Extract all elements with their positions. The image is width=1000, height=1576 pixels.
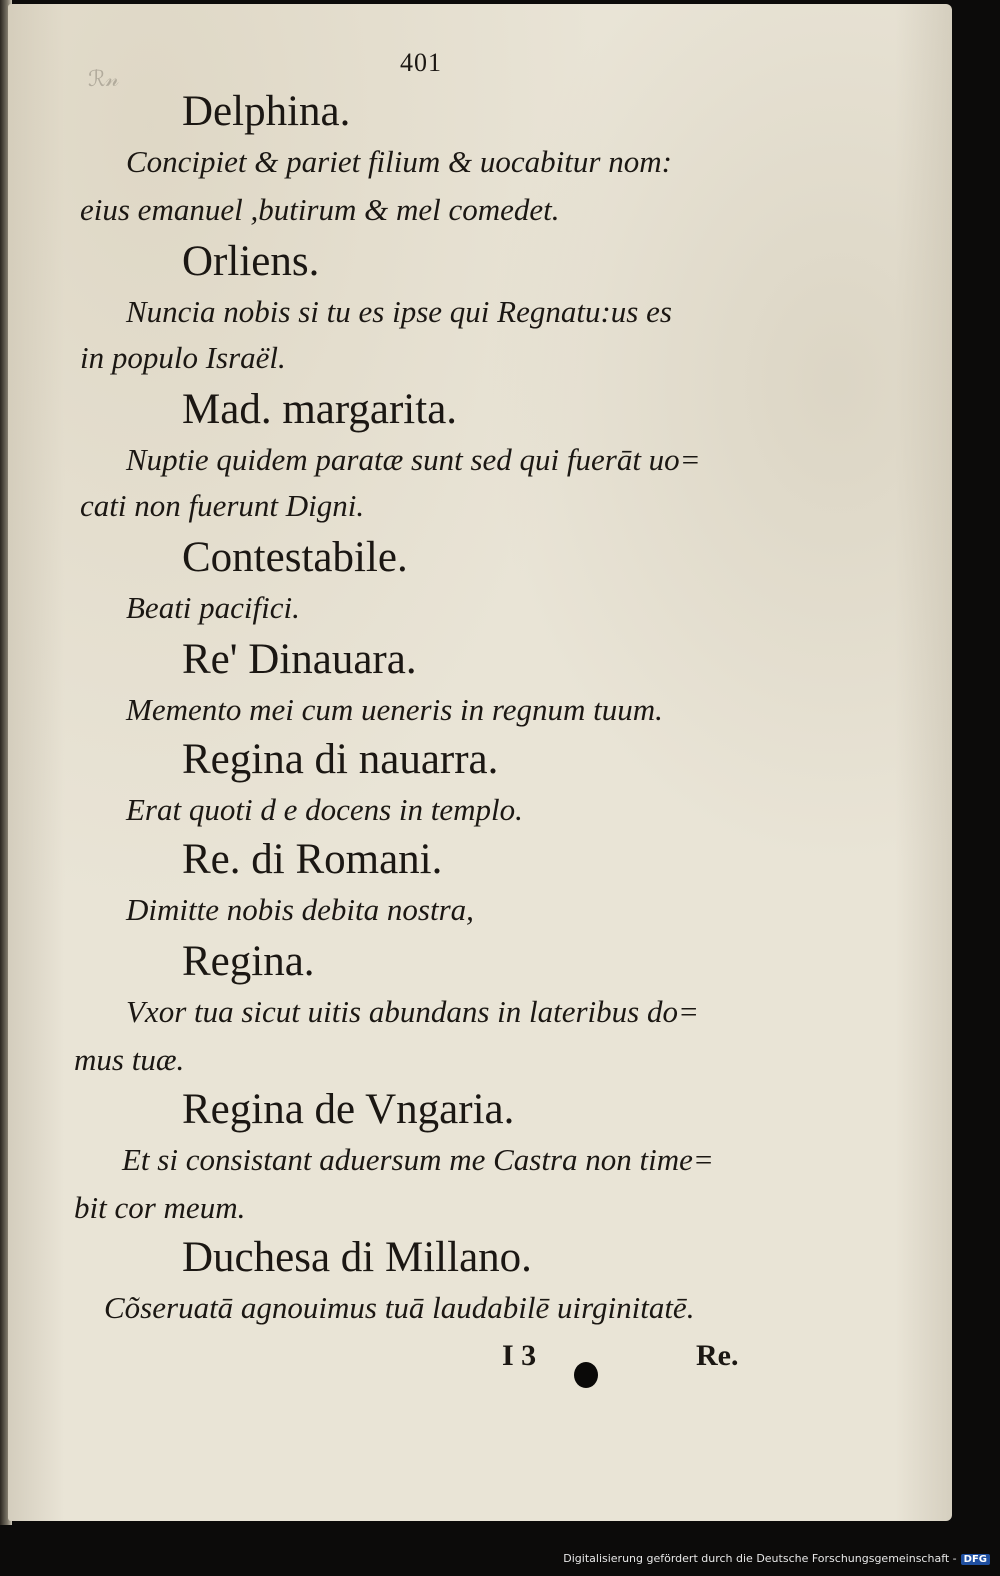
ink-blot bbox=[574, 1362, 598, 1388]
entry-line: Beati pacifici. bbox=[126, 590, 300, 625]
entry-line: bit cor meum. bbox=[74, 1190, 246, 1225]
entry-line: Nuncia nobis si tu es ipse qui Regnatu:us es bbox=[126, 294, 672, 329]
entry-heading: Contestabile. bbox=[182, 534, 408, 581]
entry-line: Memento mei cum ueneris in regnum tuum. bbox=[126, 692, 663, 727]
entry-line: Concipiet & pariet filium & uocabitur nom: bbox=[126, 144, 672, 179]
entry-heading: Regina. bbox=[182, 938, 315, 985]
dfg-logo: DFG bbox=[961, 1554, 990, 1565]
entry-line: cati non fuerunt Digni. bbox=[80, 488, 365, 523]
entry-heading: Regina de Vngaria. bbox=[182, 1086, 515, 1133]
entry-line: eius emanuel ,butirum & mel comedet. bbox=[80, 192, 560, 227]
entry-line: mus tuæ. bbox=[74, 1042, 185, 1077]
entry-line: Erat quoti d e docens in templo. bbox=[126, 792, 523, 827]
entry-line: Et si consistant aduersum me Castra non time= bbox=[122, 1142, 714, 1177]
signature-mark: I 3 bbox=[502, 1339, 537, 1372]
entry-line: Dimitte nobis debita nostra, bbox=[126, 892, 474, 927]
faint-marginal-mark: ℛ𝓃 bbox=[88, 66, 120, 91]
entry-heading: Mad. margarita. bbox=[182, 386, 458, 433]
entry-line: in populo Israël. bbox=[80, 340, 286, 375]
entry-heading: Duchesa di Millano. bbox=[182, 1234, 532, 1281]
catchword: Re. bbox=[696, 1339, 739, 1372]
footer-text: Digitalisierung gefördert durch die Deutsche Forschungsgemeinschaft - bbox=[563, 1552, 957, 1565]
entry-heading: Re' Dinauara. bbox=[182, 636, 417, 683]
book-page bbox=[8, 4, 952, 1521]
entry-heading: Regina di nauarra. bbox=[182, 736, 499, 783]
entry-line: Nuptie quidem paratæ sunt sed qui fuerāt uo= bbox=[126, 442, 701, 477]
entry-line: Vxor tua sicut uitis abundans in lateribus do= bbox=[126, 994, 699, 1029]
entry-heading: Re. di Romani. bbox=[182, 836, 443, 883]
digitization-footer bbox=[563, 1552, 990, 1565]
entry-heading: Orliens. bbox=[182, 238, 320, 285]
page-number: 401 bbox=[400, 48, 442, 77]
entry-line: Cõseruatā agnouimus tuā laudabilē uirginitatē. bbox=[104, 1290, 695, 1325]
entry-heading: Delphina. bbox=[182, 88, 351, 135]
